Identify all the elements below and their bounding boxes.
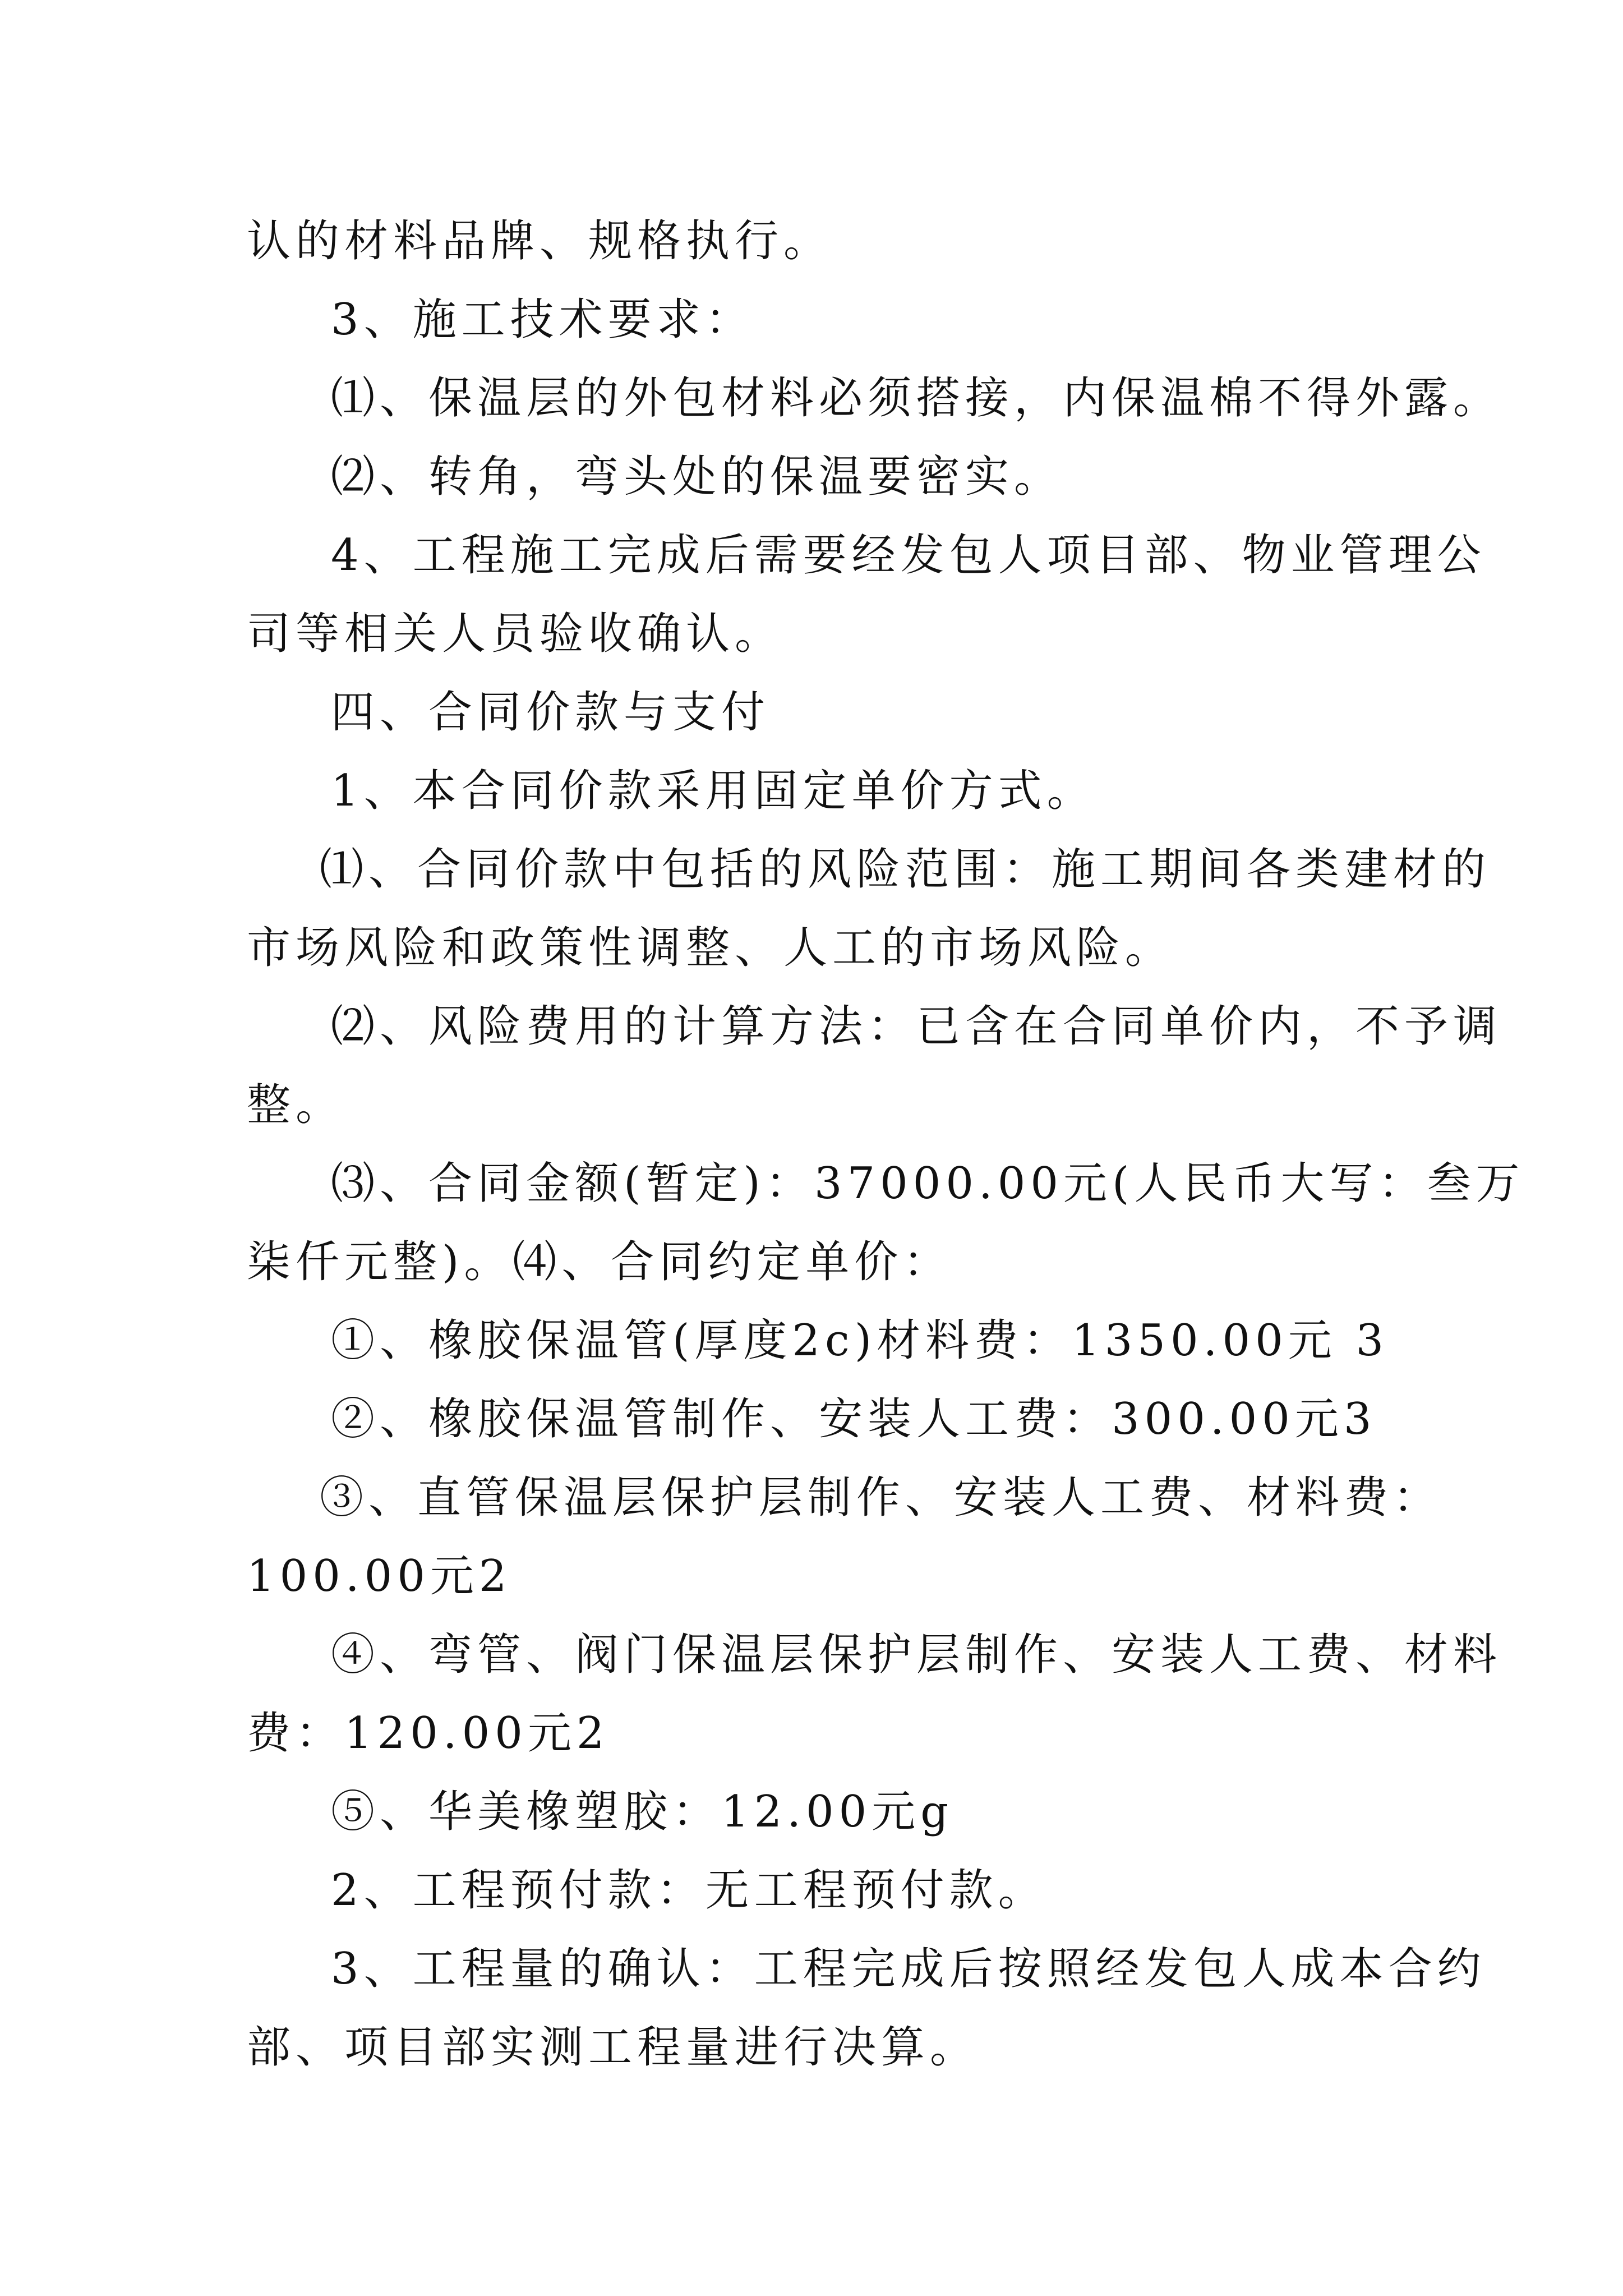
text-line: ⑵、转角，弯头处的保温要密实。 — [331, 452, 1063, 502]
section-heading: 四、合同价款与支付 — [331, 687, 771, 738]
price-item: ⑤、华美橡塑胶：12.00元g — [331, 1787, 954, 1837]
price-item-cont: 100.00元2 — [247, 1551, 512, 1602]
text-line: 4、工程施工完成后需要经发包人项目部、物业管理公 — [331, 530, 1486, 581]
price-item-cont: 费：120.00元2 — [247, 1708, 610, 1759]
text-line: 认的材料品牌、规格执行。 — [247, 216, 833, 266]
price-item: ①、橡胶保温管(厚度2c)材料费：1350.00元 3 — [331, 1315, 1389, 1366]
text-line: ⑴、保温层的外包材料必须搭接，内保温棉不得外露。 — [331, 373, 1502, 424]
text-line: 2、工程预付款：无工程预付款。 — [331, 1865, 1047, 1916]
text-line: 司等相关人员验收确认。 — [247, 609, 784, 659]
text-line: 整。 — [247, 1080, 345, 1130]
section-heading: 3、施工技术要求： — [331, 295, 754, 345]
text-line: ⑵、风险费用的计算方法：已含在合同单价内，不予调 — [331, 1001, 1502, 1052]
text-line: ⑶、合同金额(暂定)：37000.00元(人民币大写：叁万 — [331, 1158, 1525, 1209]
text-line: 3、工程量的确认：工程完成后按照经发包人成本合约 — [331, 1944, 1486, 1994]
text-line: 部、项目部实测工程量进行决算。 — [247, 2022, 979, 2073]
price-item: ③、直管保温层保护层制作、安装人工费、材料费： — [320, 1473, 1442, 1523]
text-line: 市场风险和政策性调整、人工的市场风险。 — [247, 923, 1174, 973]
price-item: ②、橡胶保温管制作、安装人工费：300.00元3 — [331, 1394, 1377, 1444]
price-item: ④、弯管、阀门保温层保护层制作、安装人工费、材料 — [331, 1630, 1502, 1680]
text-line: 1、本合同价款采用固定单价方式。 — [331, 766, 1096, 816]
text-line: ⑴、合同价款中包括的风险范围：施工期间各类建材的 — [320, 844, 1491, 895]
text-line: 柒仟元整)。⑷、合同约定单价： — [247, 1237, 952, 1287]
